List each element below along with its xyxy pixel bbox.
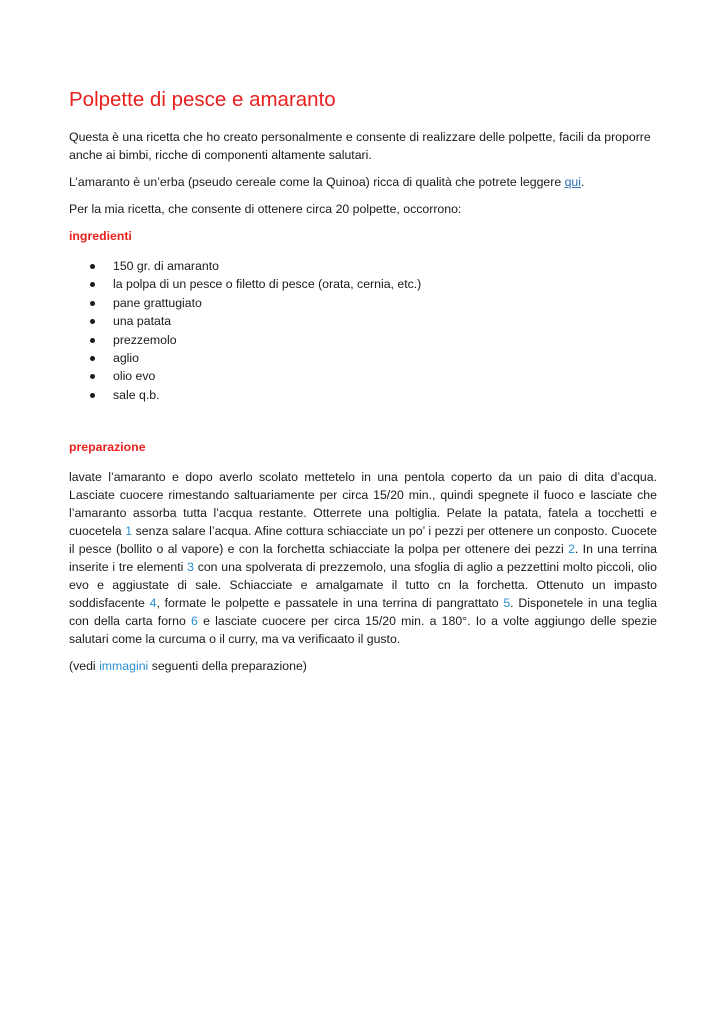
list-item <box>69 331 657 349</box>
vedi-paragraph <box>69 657 657 675</box>
image-ref-2[interactable]: 2 <box>568 542 575 557</box>
image-ref-1[interactable]: 1 <box>125 524 133 539</box>
per-ricetta-paragraph: Per la mia ricetta, che consente di ottenere circa 20 polpette, occorrono: <box>69 202 462 216</box>
amaranto-paragraph <box>69 173 657 191</box>
prep-text: con una spolverata di prezzemolo, una sfoglia di aglio a pezzettini molto piccoli, olio evo e aggiustate di sale. Schiacciate e amalgamate il tutto cn la forchetta. Ottenuto un impasto soddisfacente <box>69 560 657 611</box>
list-item <box>69 294 657 312</box>
image-ref-6[interactable]: 6 <box>191 614 198 629</box>
bullet-icon <box>90 356 95 361</box>
document-page <box>69 86 657 684</box>
list-item <box>69 386 657 404</box>
bullet-icon <box>90 338 95 343</box>
bullet-icon <box>90 393 95 398</box>
list-item <box>69 275 657 293</box>
prep-text: lavate l’amaranto e dopo averlo scolato mettetelo in una pentola coperto da un paio di dita d’acqua. Lasciate cuocere rimestando saltuariamente per circa 15/20 min., quindi spegnete il fuoco e lasciate che l’amaranto assorba tutta l’acqua restante. Otterrete una poltiglia. Pelate la patata, fatela a tocchetti e cuocetela <box>69 470 657 539</box>
bullet-icon <box>90 319 95 324</box>
page-title: Polpette di pesce e amaranto <box>69 88 336 111</box>
ingredient-text: 150 gr. di amaranto <box>113 259 219 273</box>
ingredient-text: prezzemolo <box>113 332 177 347</box>
amaranto-end: . <box>581 175 585 189</box>
bullet-icon <box>90 282 95 287</box>
prep-text: . Disponetele in una teglia con della carta forno <box>69 596 657 629</box>
bullet-icon <box>90 374 95 379</box>
ingredients-list <box>69 257 657 404</box>
prep-text: , formate le polpette e passatele in una terrina di pangrattato <box>156 596 504 611</box>
ingredient-text: una patata <box>113 314 172 329</box>
prep-text: e lasciate cuocere per circa 15/20 min. a 180°. Io a volte aggiungo delle spezie salutari come la curcuma o il curry, ma va verificaato il gusto. <box>69 614 657 647</box>
prep-text: senza salare l’acqua. Afine cottura schiacciate un po’ i pezzi per ottenere un conposto. Cuocete il pesce (bollito o al vapore) e con la forchetta schiacciate la polpa per ottenere dei pezzi <box>69 524 658 557</box>
ingredient-text: olio evo <box>113 369 156 384</box>
preparazione-heading: preparazione <box>69 440 146 455</box>
intro-paragraph: Questa è una ricetta che ho creato personalmente e consente di realizzare delle polpette, facili da proporre anche ai bimbi, ricche di componenti altamente salutari. <box>69 130 651 162</box>
vedi-text-end: seguenti della preparazione) <box>148 659 307 674</box>
ingredient-text: sale q.b. <box>113 387 160 402</box>
list-item <box>69 257 657 275</box>
qui-link[interactable]: qui <box>564 175 582 189</box>
amaranto-text: L’amaranto è un’erba (pseudo cereale come la Quinoa) ricca di qualità che potrete leggere <box>69 175 565 189</box>
bullet-icon <box>90 301 95 306</box>
list-item <box>69 367 657 385</box>
immagini-link[interactable]: immagini <box>99 659 149 674</box>
bullet-icon <box>90 264 95 269</box>
preparazione-paragraph <box>69 468 657 648</box>
prep-text: . In una terrina inserite i tre elementi <box>69 542 658 575</box>
list-item <box>69 349 657 367</box>
list-item <box>69 312 657 330</box>
image-ref-4[interactable]: 4 <box>149 596 157 611</box>
ingredient-text: pane grattugiato <box>113 295 202 310</box>
ingredient-text: la polpa di un pesce o filetto di pesce (orata, cernia, etc.) <box>113 277 422 292</box>
vedi-text: (vedi <box>69 659 100 674</box>
ingredient-text: aglio <box>113 351 139 366</box>
image-ref-3[interactable]: 3 <box>187 560 194 575</box>
image-ref-5[interactable]: 5 <box>503 596 511 611</box>
ingredienti-heading: ingredienti <box>69 229 132 243</box>
